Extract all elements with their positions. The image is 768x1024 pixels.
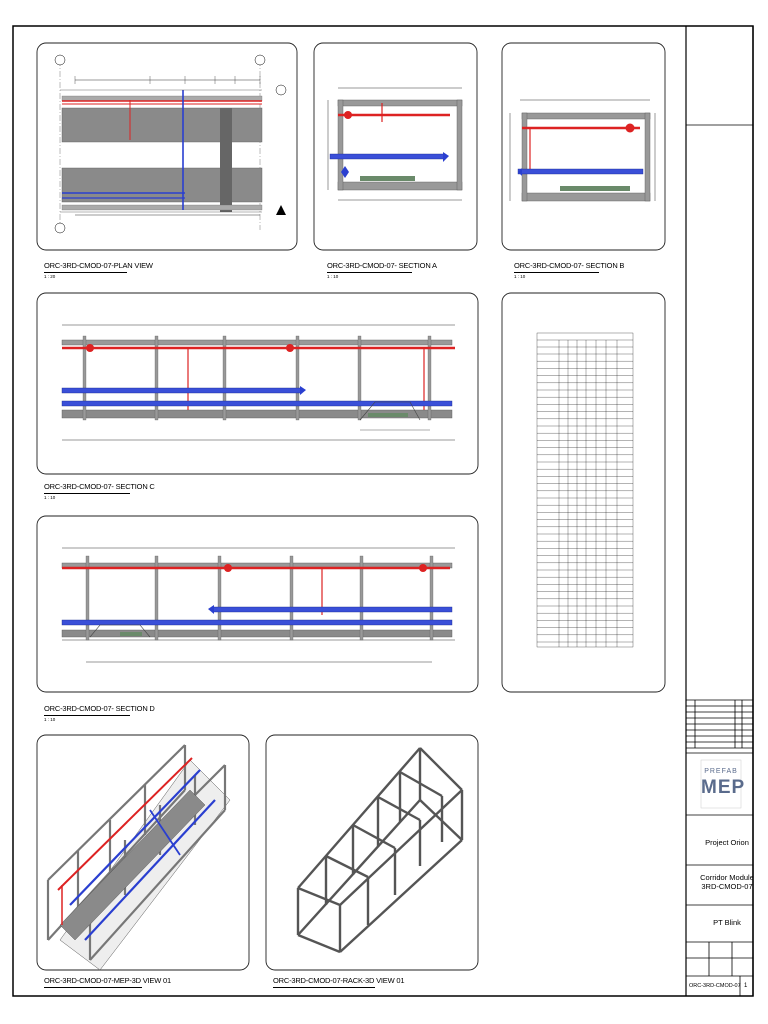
plan-view-drawing [55,55,286,233]
section-c-drawing [62,325,455,440]
section-a-title: ORC-3RD-CMOD-07- SECTION A [327,261,437,270]
section-c-title: ORC-3RD-CMOD-07- SECTION C [44,482,155,491]
plan-view-title: ORC-3RD-CMOD-07-PLAN VIEW [44,261,153,270]
section-c-scale: 1 : 10 [44,495,56,500]
section-d-scale: 1 : 10 [44,717,56,722]
plan-view-scale: 1 : 20 [44,274,56,279]
mep-3d-drawing [48,745,230,970]
section-a-drawing [328,88,462,200]
rack-3d-drawing [298,748,462,952]
section-d-frame [37,516,478,692]
schedule-frame [502,293,665,692]
plan-view-frame [37,43,297,250]
section-d-title: ORC-3RD-CMOD-07- SECTION D [44,704,155,713]
section-a-scale: 1 : 10 [327,274,339,279]
revision-number: 1 [744,983,748,989]
section-b-drawing [510,100,655,201]
logo-mep-text: MEP [701,777,746,798]
section-d-drawing [62,548,455,662]
drawing-title-line2: 3RD-CMOD-07 [701,882,753,891]
drawing-title-line1: Corridor Module [700,873,754,882]
title-block [686,125,753,996]
drawing-number: ORC-3RD-CMOD-07 [689,983,741,989]
schedule-table [537,333,633,647]
logo-prefab-text: PREFAB [704,768,738,775]
rack-3d-title: ORC-3RD-CMOD-07-RACK-3D VIEW 01 [273,976,404,985]
mep-3d-title: ORC-3RD-CMOD-07-MEP-3D VIEW 01 [44,976,171,985]
section-b-scale: 1 : 10 [514,274,526,279]
section-b-title: ORC-3RD-CMOD-07- SECTION B [514,261,624,270]
client-name: PT Blink [713,918,741,927]
section-c-frame [37,293,478,474]
project-name: Project Orion [705,838,749,847]
